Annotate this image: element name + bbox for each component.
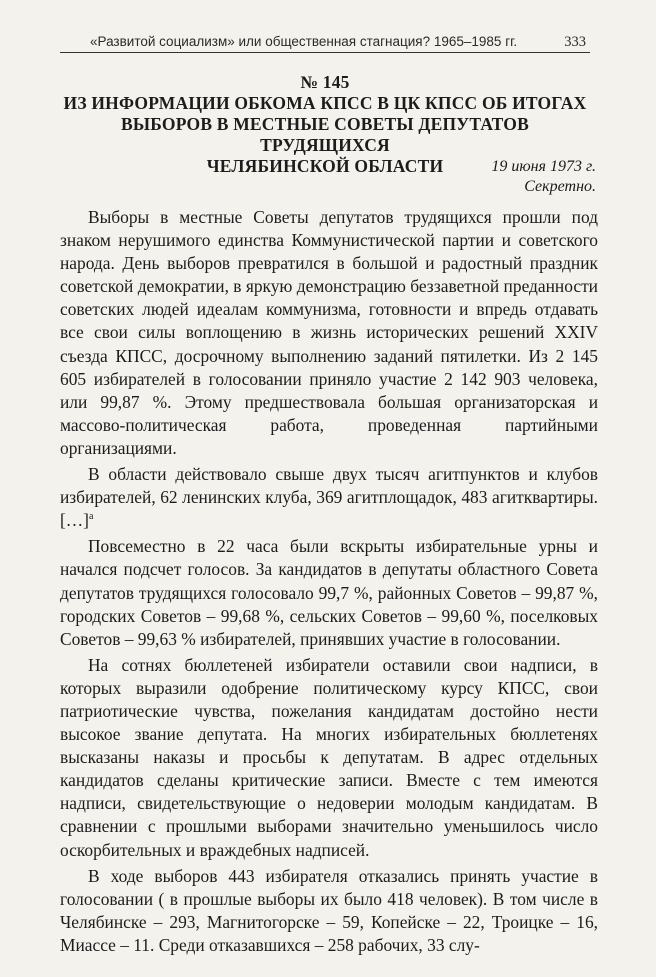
paragraph-2: [60, 463, 598, 532]
document-title-line-3: ЧЕЛЯБИНСКОЙ ОБЛАСТИ: [206, 156, 444, 176]
paragraph-5: В ходе выборов 443 избирателя отказались принять участие в голосовании ( в прошлые выборы их было 418 человек). В том числе в Челябинске – 293, Магнитогорске – 59, Копейске – 22, Троицке – 16, Миассе – 11. Среди отказавшихся – 258 рабочих, 33 слу-: [60, 865, 598, 955]
paragraph-1: Выборы в местные Советы депутатов трудящихся прошли под знаком нерушимого единства Коммунистической партии и советского народа. День выборов превратился в большой и радостный праздник советской демократии, в яркую демонстрацию беззаветной преданности советских людей идеалам коммунизма, готовности и впредь отдавать все свои силы воплощению в жизнь исторических решений XXIV съезда КПСС, досрочному выполнению заданий пятилетки. Из 2 145 605 избирателей в голосовании приняло участие 2 142 903 человека, или 99,87 %. Этому предшествовала большая организаторская и массово-политическая работа, проведенная партийными организациями.: [60, 207, 598, 458]
paragraph-4: На сотнях бюллетеней избиратели оставили свои надписи, в которых выразили одобрение политическому курсу КПСС, свои патриотические чувства, пожелания кандидатам достойно нести высокое звание депутата. На многих избирательных бюллетенях высказаны наказы и просьбы к депутатам. В адрес отдельных кандидатов сделаны критические записи. Вместе с тем имеются надписи, свидетельствующие о недоверии молодым кандидатам. В сравнении с прошлыми выборами значительно уменьшилось число оскорбительных и враждебных надписей.: [60, 654, 598, 860]
footnote-mark: а: [88, 511, 94, 523]
running-header: [60, 34, 590, 53]
paragraph-3: Повсеместно в 22 часа были вскрыты избирательные урны и начался подсчет голосов. За кандидатов в депутаты областного Совета депутатов трудящихся голосовало 99,7 %, районных Советов – 99,87 %, городских Советов – 99,68 %, сельских Советов – 99,60 %, поселковых Советов – 99,63 % избирателей, принявших участие в голосовании.: [60, 536, 598, 649]
document-title-line-1: ИЗ ИНФОРМАЦИИ ОБКОМА КПСС В ЦК КПСС ОБ ИТОГАХ: [63, 93, 587, 113]
document-meta: [491, 157, 596, 197]
document-classification: Секретно.: [524, 178, 596, 195]
document-date: 19 июня 1973 г.: [491, 158, 596, 175]
page-number: 333: [564, 34, 586, 50]
document-number: № 145: [300, 72, 350, 92]
paragraph-2-text: В области действовало свыше двух тысяч агитпунктов и клубов избирателей, 62 ленинских клуба, 369 агитплощадок, 483 агитквартиры. […]: [60, 464, 598, 531]
document-body: [60, 206, 598, 958]
running-title: «Развитой социализм» или общественная стагнация? 1965–1985 гг.: [90, 34, 518, 49]
document-title-line-2: ВЫБОРОВ В МЕСТНЫЕ СОВЕТЫ ДЕПУТАТОВ ТРУДЯЩИХСЯ: [121, 114, 529, 155]
